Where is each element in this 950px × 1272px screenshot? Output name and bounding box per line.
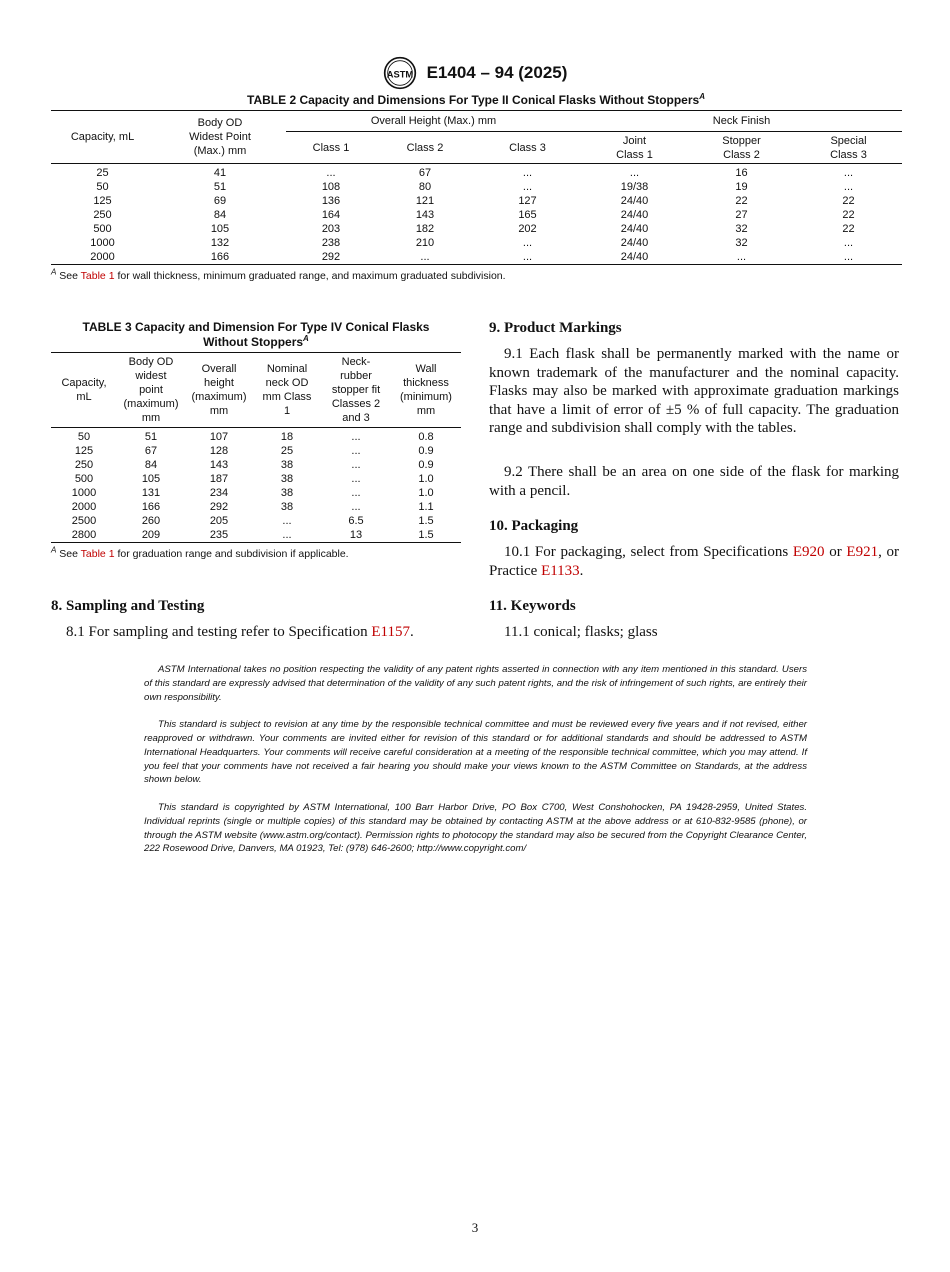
table-cell: 260 <box>141 515 161 527</box>
table2-header-neck-finish: Neck Finish <box>581 111 902 132</box>
table-cell: 165 <box>518 209 537 221</box>
table-cell: 84 <box>213 209 227 221</box>
legal-notice <box>144 663 807 870</box>
table-cell: 105 <box>210 223 230 235</box>
table-cell: 1000 <box>71 487 97 499</box>
table-cell: 2000 <box>71 501 97 513</box>
table-cell: 107 <box>209 431 229 443</box>
table-cell: 38 <box>280 501 294 513</box>
table-row <box>51 444 461 458</box>
table-row <box>51 236 902 250</box>
table-cell: 292 <box>321 251 341 263</box>
table-cell: 125 <box>93 195 112 207</box>
table-cell: 121 <box>415 195 435 207</box>
table-cell: 38 <box>280 459 294 471</box>
table-cell: 6.5 <box>348 515 364 527</box>
table2-subheader: Class 1 <box>286 132 376 164</box>
table-cell: ... <box>843 181 854 193</box>
table2-subheader: Class 2 <box>376 132 474 164</box>
table-cell: 500 <box>93 223 112 235</box>
table-cell: ... <box>420 251 430 263</box>
table-cell: 51 <box>213 181 227 193</box>
section10-paragraph: 10.1 For packaging, select from Specifications E920 or E921, or Practice E1133. <box>489 544 900 579</box>
table-cell: 187 <box>209 473 229 485</box>
table-cell: ... <box>522 167 533 179</box>
table-cell: 132 <box>210 237 230 249</box>
table-cell: 202 <box>518 223 537 235</box>
table-cell: 143 <box>415 209 435 221</box>
e1133-link[interactable]: E1133 <box>541 562 580 579</box>
table-cell: 127 <box>518 195 537 207</box>
table3-header-capacity: Capacity, mL <box>51 353 117 428</box>
table-cell: 84 <box>144 459 158 471</box>
table3-footnote: $^A$ See Table 1 for graduation range and subdivision if applicable. <box>51 545 349 560</box>
table-cell: 2000 <box>90 251 115 263</box>
table2-subheader: Class 3 <box>474 132 581 164</box>
table-cell: 125 <box>74 445 94 457</box>
table-cell: 136 <box>321 195 341 207</box>
table-cell: 0.9 <box>418 459 434 471</box>
table-cell: ... <box>351 501 361 513</box>
table-cell: 238 <box>321 237 341 249</box>
table-row <box>51 222 902 236</box>
table-cell: 24/40 <box>620 251 649 263</box>
table-cell: 24/40 <box>620 223 649 235</box>
table-cell: 50 <box>96 181 109 193</box>
document-designation: E1404 – 94 (2025) <box>426 63 568 82</box>
table-cell: ... <box>351 487 361 499</box>
table-cell: ... <box>282 515 292 527</box>
table-cell: 67 <box>418 167 432 179</box>
section8-paragraph: 8.1 For sampling and testing refer to Specification E1157. <box>66 624 414 640</box>
section8-heading: 8. Sampling and Testing <box>51 598 205 614</box>
table-cell: 25 <box>96 167 109 179</box>
svg-text:ASTM: ASTM <box>386 69 413 80</box>
table-cell: 1.0 <box>418 473 434 485</box>
table-cell: 22 <box>842 209 855 221</box>
table-cell: 41 <box>213 167 227 179</box>
table-cell: 292 <box>209 501 229 513</box>
table-cell: ... <box>522 251 533 263</box>
table2-footnote: $^A$ See Table 1 for wall thickness, minimum graduated range, and maximum graduated subdivision. <box>51 267 506 282</box>
table-cell: 32 <box>735 223 748 235</box>
table-row <box>51 250 902 265</box>
table-cell: ... <box>351 431 361 443</box>
table2-title: TABLE 2 Capacity and Dimensions For Type II Conical Flasks Without Stoppers$^A$ <box>247 92 705 107</box>
section11-paragraph: 11.1 conical; flasks; glass <box>504 624 658 640</box>
table-cell: 131 <box>141 487 161 499</box>
table-row <box>51 458 461 472</box>
table-cell: 38 <box>280 487 294 499</box>
table-cell: 205 <box>209 515 229 527</box>
table2-header-capacity: Capacity, mL <box>51 111 154 164</box>
table-cell: ... <box>843 237 854 249</box>
table-cell: 22 <box>842 223 855 235</box>
section11-heading: 11. Keywords <box>489 598 576 614</box>
section9-paragraph-2: 9.2 There shall be an area on one side of the flask for marking with a pencil. <box>489 464 899 499</box>
table-cell: ... <box>522 237 533 249</box>
table-cell: 234 <box>209 487 229 499</box>
table2 <box>51 110 902 265</box>
e920-link[interactable]: E920 <box>792 544 825 560</box>
table-cell: 24/40 <box>620 237 649 249</box>
table-cell: 13 <box>349 529 363 541</box>
table-cell: ... <box>326 167 336 179</box>
table-cell: 166 <box>210 251 230 263</box>
table-cell: 69 <box>213 195 227 207</box>
revision-notice: This standard is subject to revision at any time by the responsible technical committee and must be reviewed every five years and if not revised, either reapproved or withdrawn. Your comments are invited either for revision of this standard or for additional standards and should be addressed to ASTM International Headquarters. Your comments will receive careful consideration at a meeting of the responsible technical committee, which you may attend. If you feel that your comments have not received a fair hearing you should make your views known to the ASTM Committee on Standards, at the address shown below. <box>144 719 807 786</box>
table-cell: 203 <box>321 223 341 235</box>
table-cell: 80 <box>418 181 432 193</box>
table-cell: 143 <box>209 459 229 471</box>
table-row <box>51 528 461 543</box>
table-row <box>51 486 461 500</box>
page-header <box>0 56 950 90</box>
table-cell: ... <box>843 251 854 263</box>
table-cell: 250 <box>74 459 94 471</box>
table1-link[interactable]: Table 1 <box>80 270 115 282</box>
table-cell: 105 <box>141 473 161 485</box>
table2-subheader: Stopper Class 2 <box>688 132 795 164</box>
table-cell: 166 <box>141 501 161 513</box>
table-cell: 2800 <box>71 529 97 541</box>
table3-title: TABLE 3 Capacity and Dimension For Type IV Conical Flasks Without Stoppers$^A$ <box>82 320 430 349</box>
table-cell: 25 <box>280 445 294 457</box>
table-row <box>51 180 902 194</box>
table-cell: 19/38 <box>620 181 649 193</box>
table-cell: 164 <box>321 209 341 221</box>
table-cell: ... <box>736 251 747 263</box>
table-cell: 235 <box>209 529 229 541</box>
table3 <box>51 352 461 543</box>
table3-header-neck-od: Nominal neck OD mm Class 1 <box>253 353 321 428</box>
table-row <box>51 500 461 514</box>
table-cell: 24/40 <box>620 195 649 207</box>
table-row <box>51 194 902 208</box>
table-cell: 1.0 <box>418 487 434 499</box>
table-cell: 1.5 <box>418 529 434 541</box>
table-cell: 32 <box>735 237 748 249</box>
table-cell: ... <box>843 167 854 179</box>
table-cell: 18 <box>280 431 294 443</box>
section9-paragraph-1: 9.1 Each flask shall be permanently marked with the name or known trademark of the manufacturer and the nominal capacity. Flasks may also be marked with approximate graduation markings that have a limit of error of ±5 % of full capacity. The graduation range and subdivision shall comply with the tables. <box>489 346 899 437</box>
table3-header-height: Overall height (maximum) mm <box>185 353 253 428</box>
e1157-link[interactable]: E1157 <box>371 624 410 640</box>
table-cell: ... <box>282 529 292 541</box>
table-cell: 128 <box>209 445 229 457</box>
table-row <box>51 514 461 528</box>
table1-link[interactable]: Table 1 <box>80 548 115 560</box>
table-cell: ... <box>351 473 361 485</box>
table-cell: 210 <box>415 237 435 249</box>
astm-logo <box>383 56 417 90</box>
table-cell: 500 <box>74 473 94 485</box>
table2-subheader: Special Class 3 <box>795 132 902 164</box>
copyright-notice: This standard is copyrighted by ASTM International, 100 Barr Harbor Drive, PO Box C700, West Conshohocken, PA 19428-2959, United States. Individual reprints (single or multiple copies) of this standard may be obtained by contacting ASTM at the above address or at 610-832-9585 (phone), or through the ASTM website (www.astm.org/contact). Permission rights to photocopy the standard may also be secured from the Copyright Clearance Center, 222 Rosewood Drive, Danvers, MA 01923, Tel: (978) 646-2600; http://www.copyright.com/ <box>144 801 807 855</box>
table-cell: 2500 <box>71 515 97 527</box>
table-cell: ... <box>629 167 640 179</box>
table-row <box>51 164 902 181</box>
table-cell: 22 <box>735 195 748 207</box>
table-cell: 19 <box>735 181 748 193</box>
patent-notice: ASTM International takes no position respecting the validity of any patent rights asserted in connection with any item mentioned in this standard. Users of this standard are expressly advised that determination of the validity of any such patent rights, and the risk of infringement of such rights, are entirely their own responsibility. <box>144 664 807 703</box>
table2-header-body: Body OD Widest Point (Max.) mm <box>154 111 286 164</box>
table-cell: 50 <box>77 431 91 443</box>
table-row <box>51 208 902 222</box>
table-cell: 16 <box>735 167 748 179</box>
table-cell: 108 <box>321 181 341 193</box>
table2-header-overall-height: Overall Height (Max.) mm <box>286 111 581 132</box>
table-cell: 1.1 <box>418 501 434 513</box>
e921-link[interactable]: E921 <box>846 544 879 560</box>
page-number: 3 <box>471 1220 479 1235</box>
table-cell: 27 <box>735 209 748 221</box>
table-cell: 24/40 <box>620 209 649 221</box>
table-cell: ... <box>522 181 533 193</box>
table-cell: 0.8 <box>418 431 434 443</box>
table3-header-wall: Wall thickness (minimum) mm <box>391 353 461 428</box>
table-cell: 67 <box>144 445 158 457</box>
table-cell: 0.9 <box>418 445 434 457</box>
table-cell: 250 <box>93 209 112 221</box>
table-cell: 51 <box>144 431 158 443</box>
table-cell: ... <box>351 445 361 457</box>
table-cell: 209 <box>141 529 161 541</box>
table2-subheader: Joint Class 1 <box>581 132 688 164</box>
table-cell: ... <box>351 459 361 471</box>
table-cell: 38 <box>280 473 294 485</box>
table-cell: 22 <box>842 195 855 207</box>
section10-heading: 10. Packaging <box>489 518 579 534</box>
section9-heading: 9. Product Markings <box>489 320 622 336</box>
table3-header-stopper-fit: Neck- rubber stopper fit Classes 2 and 3 <box>321 353 391 428</box>
table3-header-body: Body OD widest point (maximum) mm <box>117 353 185 428</box>
table-cell: 182 <box>415 223 435 235</box>
table-row <box>51 428 461 445</box>
table-cell: 1000 <box>90 237 115 249</box>
table-row <box>51 472 461 486</box>
table-cell: 1.5 <box>418 515 434 527</box>
